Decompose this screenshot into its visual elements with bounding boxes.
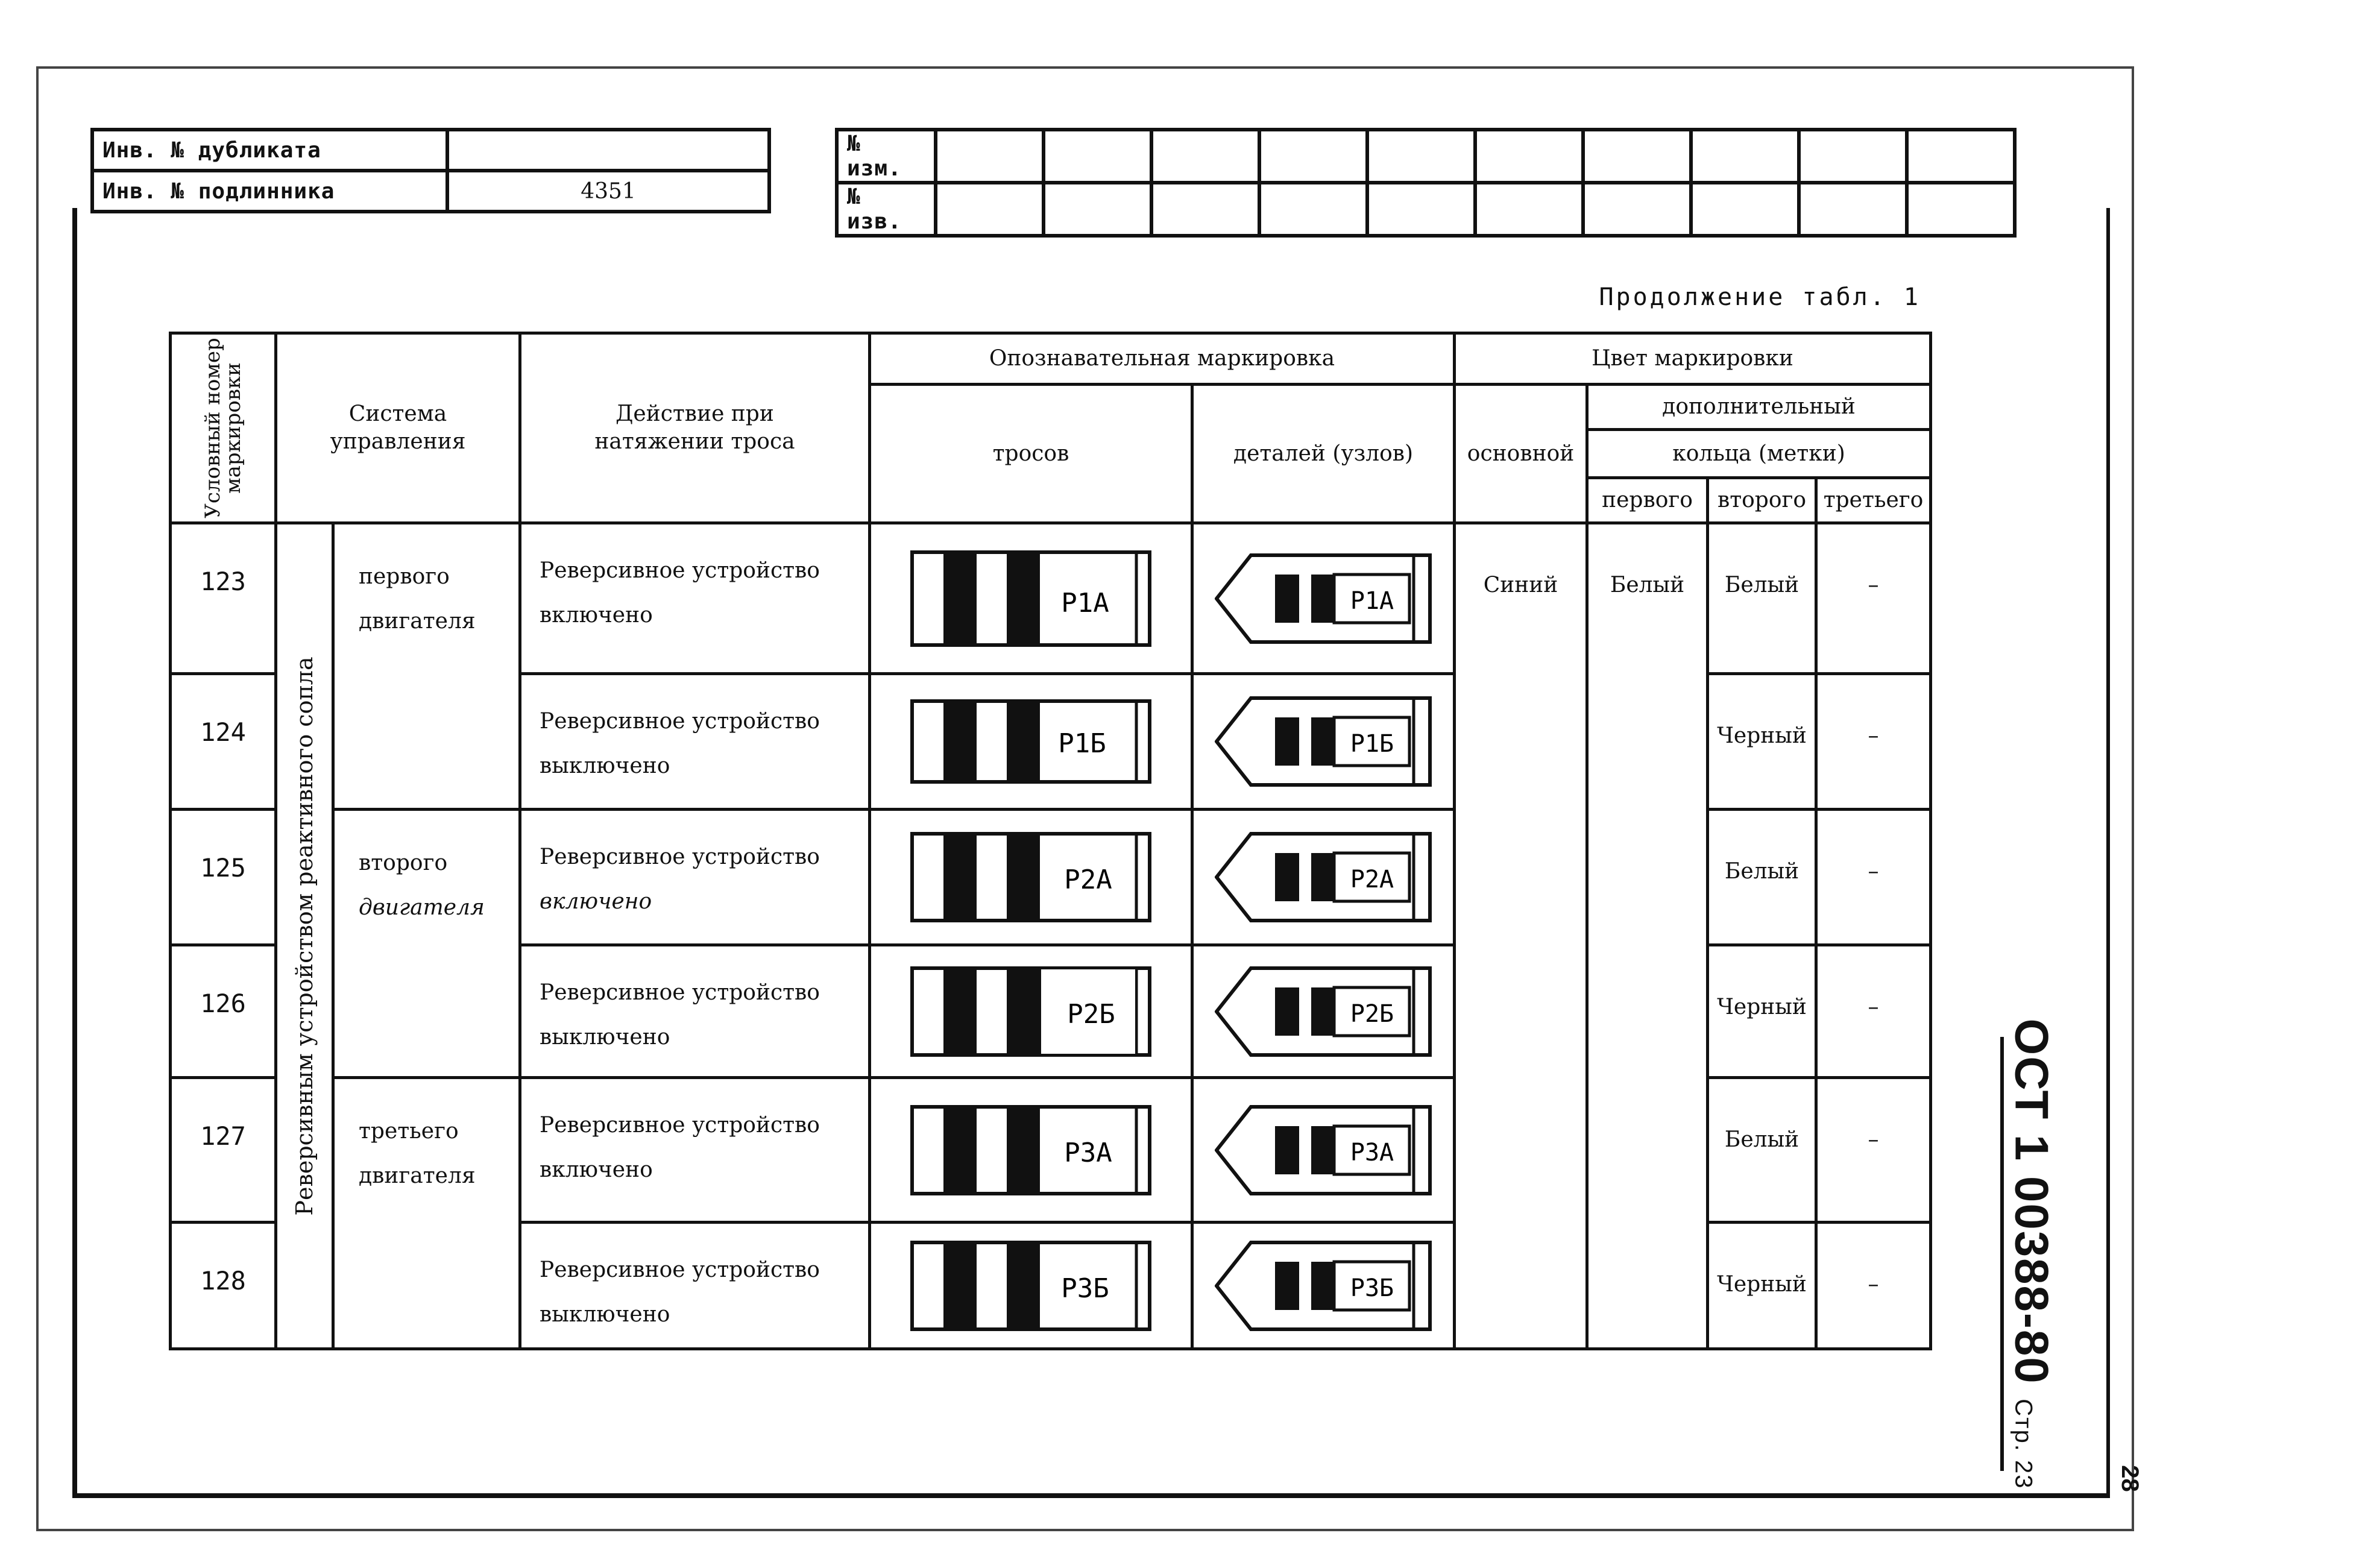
engine-cell: третьего двигателя [333, 1078, 520, 1349]
ring3-color: – [1816, 1078, 1931, 1223]
row-number: 125 [171, 810, 276, 945]
cable-marking [870, 945, 1192, 1078]
part-marking-svg [1215, 553, 1432, 644]
row-number: 127 [171, 1078, 276, 1223]
cable-marking-svg [910, 832, 1151, 922]
svg-text:Р1А: Р1А [1350, 587, 1394, 615]
cable-marking [870, 674, 1192, 810]
svg-text:Р3Б: Р3Б [1061, 1273, 1109, 1304]
svg-text:Р3А: Р3А [1064, 1137, 1112, 1168]
group-label-cell [276, 523, 333, 1349]
action-cell: Реверсивное устройство выключено [520, 674, 870, 810]
group-label: Реверсивным устройством реактивного сопла [291, 656, 318, 1216]
part-marking-svg [1215, 696, 1432, 787]
part-marking-svg [1215, 832, 1432, 922]
inventory-stamp [90, 128, 771, 213]
row-number: 123 [171, 523, 276, 674]
row-number: 124 [171, 674, 276, 810]
header-number: Условный номер маркировки [171, 333, 276, 523]
header-color: Цвет маркировки [1455, 333, 1931, 385]
header-additional: дополнительный [1587, 385, 1931, 430]
ring1-color: Белый [1587, 523, 1708, 1349]
ring2-color: Черный [1708, 674, 1816, 810]
svg-text:Р2Б: Р2Б [1350, 1000, 1394, 1028]
header-first: первого [1587, 478, 1708, 523]
svg-text:Р3А: Р3А [1350, 1138, 1394, 1167]
header-basic: основной [1455, 385, 1587, 523]
document-code-block [1989, 1018, 2074, 1490]
svg-text:Р3Б: Р3Б [1350, 1274, 1394, 1302]
row-number: 126 [171, 945, 276, 1078]
part-marking-svg [1215, 1241, 1432, 1331]
cable-marking-svg [910, 550, 1151, 647]
document-code: ОСТ 1 00388-80 Стр. 23 [2005, 1018, 2059, 1490]
orig-value: 4351 [447, 171, 769, 212]
cable-marking [870, 1078, 1192, 1223]
ring3-color: – [1816, 1223, 1931, 1349]
continuation-caption: Продолжение табл. 1 [1599, 283, 1921, 311]
ring3-color: – [1816, 945, 1931, 1078]
svg-text:Р2Б: Р2Б [1067, 998, 1115, 1030]
marking-table [169, 332, 1932, 1350]
cable-marking-svg [910, 1105, 1151, 1195]
cable-marking-svg [910, 699, 1151, 784]
header-parts: деталей (узлов) [1192, 385, 1455, 523]
cable-marking [870, 523, 1192, 674]
svg-text:Р2А: Р2А [1064, 864, 1112, 895]
header-cables: тросов [870, 385, 1192, 523]
ring2-color: Белый [1708, 523, 1816, 674]
part-marking [1192, 523, 1455, 674]
part-marking [1192, 674, 1455, 810]
change-label: № изм. [837, 130, 936, 183]
action-cell: Реверсивное устройство включено [520, 1078, 870, 1223]
header-rings: кольца (метки) [1587, 430, 1931, 478]
action-cell: Реверсивное устройство выключено [520, 945, 870, 1078]
svg-text:Р1А: Р1А [1061, 587, 1109, 619]
dup-label: Инв. № дубликата [92, 130, 447, 171]
ring2-color: Черный [1708, 1223, 1816, 1349]
header-second: второго [1708, 478, 1816, 523]
svg-text:Р2А: Р2А [1350, 866, 1394, 893]
ring3-color: – [1816, 674, 1931, 810]
engine-cell: первого двигателя [333, 523, 520, 810]
ring3-color: – [1816, 810, 1931, 945]
notice-label: № изв. [837, 183, 936, 236]
cable-marking-svg [910, 966, 1151, 1057]
action-cell: Реверсивное устройство выключено [520, 1223, 870, 1349]
svg-text:Р1Б: Р1Б [1350, 730, 1394, 758]
svg-text:Р1Б: Р1Б [1058, 728, 1106, 759]
page-label: Стр. 23 [2010, 1399, 2037, 1490]
row-number: 128 [171, 1223, 276, 1349]
part-marking [1192, 810, 1455, 945]
ring3-color: – [1816, 523, 1931, 674]
part-marking [1192, 1223, 1455, 1349]
code-bar [2000, 1037, 2004, 1471]
cable-marking [870, 810, 1192, 945]
cable-marking [870, 1223, 1192, 1349]
header-system: Система управления [276, 333, 520, 523]
action-cell: Реверсивное устройство включено [520, 523, 870, 674]
basic-color: Синий [1455, 523, 1587, 1349]
cable-marking-svg [910, 1241, 1151, 1331]
part-marking-svg [1215, 966, 1432, 1057]
header-marking: Опознавательная маркировка [870, 333, 1455, 385]
part-marking [1192, 945, 1455, 1078]
part-marking-svg [1215, 1105, 1432, 1195]
revision-stamp [835, 128, 2017, 238]
ring2-color: Белый [1708, 810, 1816, 945]
action-cell: Реверсивное устройство включено [520, 810, 870, 945]
engine-cell: второго двигателя [333, 810, 520, 1078]
dup-value [447, 130, 769, 171]
ring2-color: Черный [1708, 945, 1816, 1078]
part-marking [1192, 1078, 1455, 1223]
ring2-color: Белый [1708, 1078, 1816, 1223]
header-third: третьего [1816, 478, 1931, 523]
orig-label: Инв. № подлинника [92, 171, 447, 212]
header-action: Действие при натяжении троса [520, 333, 870, 523]
sheet-number: 28 [2116, 1465, 2143, 1492]
